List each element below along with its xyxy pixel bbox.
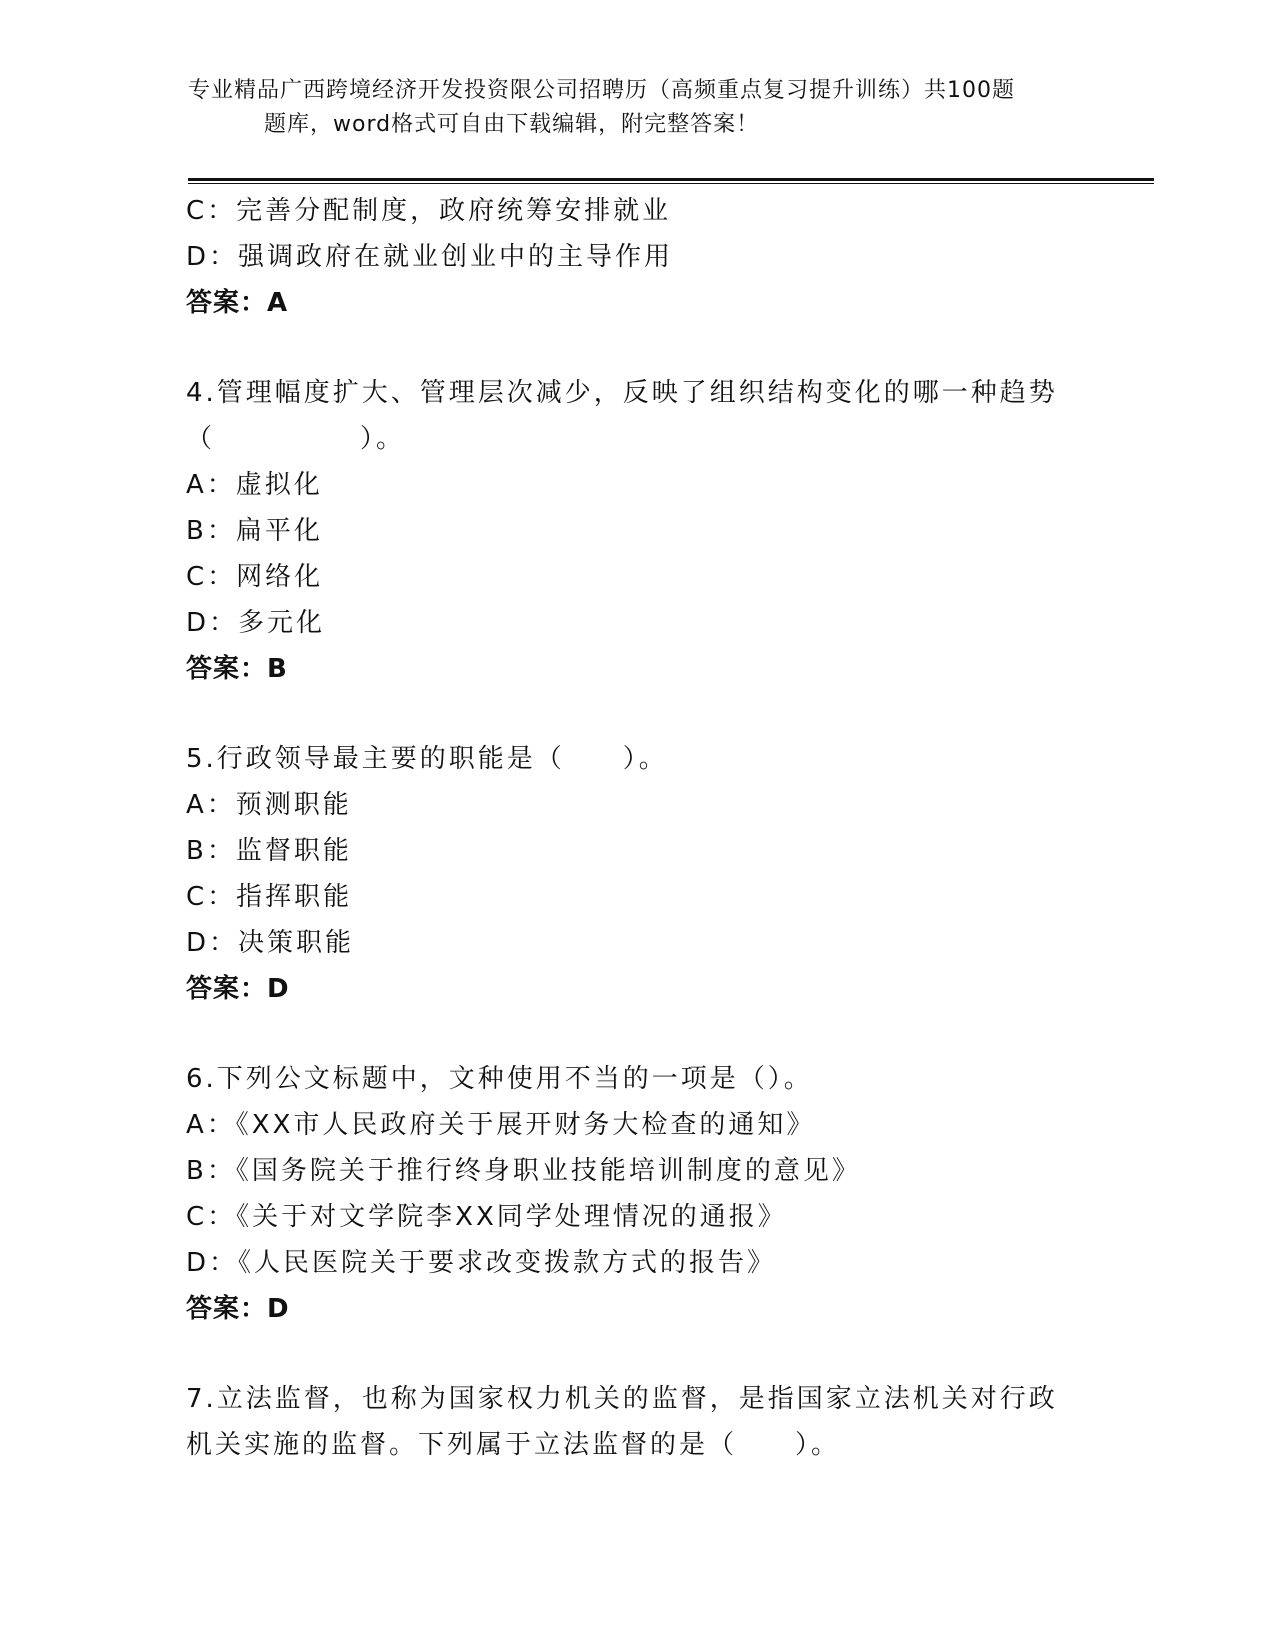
q5-option-d: D：决策职能 bbox=[186, 928, 355, 958]
q3-option-c: C：完善分配制度，政府统筹安排就业 bbox=[186, 196, 672, 226]
spacer bbox=[186, 692, 1086, 736]
q7-stem-line1: 7.立法监督，也称为国家权力机关的监督，是指国家立法机关对行政 bbox=[186, 1384, 1058, 1414]
q5-option-c: C：指挥职能 bbox=[186, 882, 353, 912]
q4-stem-line1: 4.管理幅度扩大、管理层次减少，反映了组织结构变化的哪一种趋势 bbox=[186, 378, 1058, 408]
question-7 bbox=[186, 1376, 1086, 1468]
spacer bbox=[186, 1012, 1086, 1056]
q7-stem-line2: 机关实施的监督。下列属于立法监督的是（ ）。 bbox=[186, 1430, 841, 1460]
q5-stem: 5.行政领导最主要的职能是（ ）。 bbox=[186, 744, 668, 774]
q6-option-a: A：《XX市人民政府关于展开财务大检查的通知》 bbox=[186, 1110, 816, 1140]
header-title-line2: 题库，word格式可自由下载编辑，附完整答案！ bbox=[264, 112, 760, 137]
q4-option-b: B：扁平化 bbox=[186, 516, 323, 546]
q4-option-d: D：多元化 bbox=[186, 608, 326, 638]
header-title-line1: 专业精品广西跨境经济开发投资限公司招聘历（高频重点复习提升训练）共100题 bbox=[188, 78, 1015, 103]
q5-answer: 答案：D bbox=[186, 974, 290, 1004]
q5-option-b: B：监督职能 bbox=[186, 836, 352, 866]
q4-answer: 答案：B bbox=[186, 654, 288, 684]
spacer bbox=[186, 326, 1086, 370]
q4-stem-line2: （ ）。 bbox=[186, 424, 406, 454]
header-rule-thick bbox=[188, 178, 1154, 181]
header-rule-thin bbox=[188, 183, 1154, 184]
question-4 bbox=[186, 370, 1086, 692]
question-list bbox=[186, 188, 1086, 1468]
q4-option-c: C：网络化 bbox=[186, 562, 324, 592]
document-header bbox=[188, 74, 1088, 142]
spacer bbox=[186, 1332, 1086, 1376]
q6-answer: 答案：D bbox=[186, 1294, 290, 1324]
q3-answer: 答案：A bbox=[186, 288, 289, 318]
q6-option-c: C：《关于对文学院李XX同学处理情况的通报》 bbox=[186, 1202, 787, 1232]
q5-option-a: A：预测职能 bbox=[186, 790, 352, 820]
question-6 bbox=[186, 1056, 1086, 1332]
q6-option-d: D：《人民医院关于要求改变拨款方式的报告》 bbox=[186, 1248, 777, 1278]
q6-option-b: B：《国务院关于推行终身职业技能培训制度的意见》 bbox=[186, 1156, 861, 1186]
q3-option-d: D：强调政府在就业创业中的主导作用 bbox=[186, 242, 674, 272]
q6-stem: 6.下列公文标题中，文种使用不当的一项是（）。 bbox=[186, 1064, 813, 1094]
question-3-tail bbox=[186, 188, 1086, 326]
q4-option-a: A：虚拟化 bbox=[186, 470, 323, 500]
question-5 bbox=[186, 736, 1086, 1012]
